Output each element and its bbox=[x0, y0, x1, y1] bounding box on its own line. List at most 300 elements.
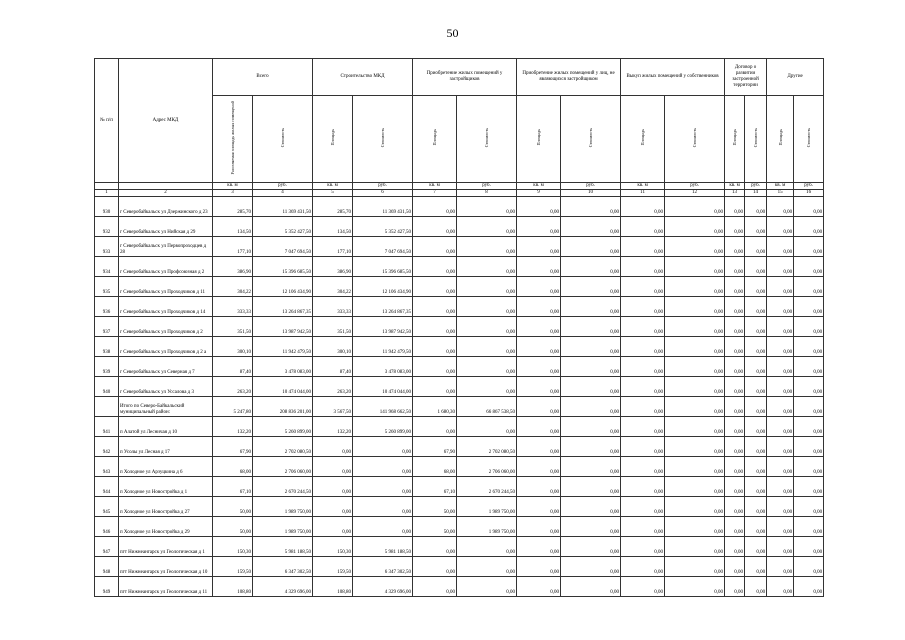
unit-label: руб. bbox=[353, 183, 413, 190]
value-cell: 0,00 bbox=[745, 237, 767, 257]
value-cell: 0,00 bbox=[561, 397, 621, 417]
value-cell: 0,00 bbox=[413, 317, 457, 337]
value-cell: 2 706 060,00 bbox=[253, 457, 313, 477]
value-cell: 11 942 479,50 bbox=[353, 337, 413, 357]
value-cell: 177,10 bbox=[213, 237, 253, 257]
header-group-construction: Строительство МКД bbox=[313, 59, 413, 96]
value-cell: 0,00 bbox=[353, 457, 413, 477]
value-cell: 0,00 bbox=[665, 197, 725, 217]
value-cell: 0,00 bbox=[745, 397, 767, 417]
value-cell: 12 106 434,90 bbox=[253, 277, 313, 297]
value-cell: 6 347 302,50 bbox=[353, 557, 413, 577]
value-cell: 304,22 bbox=[313, 277, 353, 297]
address-cell: г Северобайкальск ул Северная д 7 bbox=[119, 357, 213, 377]
unit-label: кв. м bbox=[213, 183, 253, 190]
value-cell: 0,00 bbox=[794, 377, 824, 397]
column-number: 9 bbox=[517, 190, 561, 197]
value-cell: 0,00 bbox=[794, 277, 824, 297]
table-row bbox=[95, 317, 824, 337]
value-cell: 0,00 bbox=[794, 217, 824, 237]
value-cell: 0,00 bbox=[767, 237, 794, 257]
value-cell: 0,00 bbox=[561, 537, 621, 557]
value-cell: 0,00 bbox=[621, 277, 665, 297]
value-cell: 0,00 bbox=[517, 337, 561, 357]
value-cell: 50,00 bbox=[213, 497, 253, 517]
value-cell: 0,00 bbox=[767, 257, 794, 277]
row-number: 949 bbox=[95, 577, 119, 597]
page-number: 50 bbox=[446, 26, 459, 40]
value-cell: 0,00 bbox=[665, 317, 725, 337]
value-cell: 0,00 bbox=[413, 277, 457, 297]
value-cell: 132,20 bbox=[313, 417, 353, 437]
address-cell: г Северобайкальск ул Проходчиков д 2 bbox=[119, 317, 213, 337]
value-cell: 50,00 bbox=[213, 517, 253, 537]
row-number: 940 bbox=[95, 377, 119, 397]
column-number: 15 bbox=[767, 190, 794, 197]
address-cell: г Северобайкальск ул Уссалова д 3 bbox=[119, 377, 213, 397]
address-cell: пгт Нижнеангарск ул Геологическая д 10 bbox=[119, 557, 213, 577]
value-cell: 0,00 bbox=[725, 537, 745, 557]
value-cell: 5 260 899,00 bbox=[353, 417, 413, 437]
value-cell: 0,00 bbox=[621, 437, 665, 457]
column-number: 14 bbox=[745, 190, 767, 197]
value-cell: 0,00 bbox=[457, 277, 517, 297]
value-cell: 285,70 bbox=[313, 197, 353, 217]
header-area: Площадь bbox=[536, 129, 542, 146]
value-cell: 0,00 bbox=[725, 237, 745, 257]
value-cell: 141 968 662,50 bbox=[353, 397, 413, 417]
value-cell: 0,00 bbox=[745, 257, 767, 277]
value-cell: 0,00 bbox=[794, 497, 824, 517]
value-cell: 0,00 bbox=[621, 577, 665, 597]
address-cell: г Северобайкальск ул Нийская д 29 bbox=[119, 217, 213, 237]
table-row bbox=[95, 497, 824, 517]
value-cell: 0,00 bbox=[767, 197, 794, 217]
value-cell: 0,00 bbox=[767, 417, 794, 437]
column-number: 13 bbox=[725, 190, 745, 197]
header-group-other: Другие bbox=[767, 59, 824, 96]
value-cell: 68,00 bbox=[413, 457, 457, 477]
value-cell: 0,00 bbox=[794, 577, 824, 597]
header-cost: Стоимость bbox=[280, 127, 285, 148]
value-cell: 1 989 750,00 bbox=[253, 497, 313, 517]
table-row bbox=[95, 297, 824, 317]
value-cell: 0,00 bbox=[413, 337, 457, 357]
value-cell: 0,00 bbox=[745, 477, 767, 497]
value-cell: 0,00 bbox=[665, 277, 725, 297]
row-number: 934 bbox=[95, 257, 119, 277]
table-row bbox=[95, 197, 824, 217]
value-cell: 7 047 694,50 bbox=[353, 237, 413, 257]
value-cell: 0,00 bbox=[517, 397, 561, 417]
value-cell: 0,00 bbox=[745, 277, 767, 297]
value-cell: 285,70 bbox=[213, 197, 253, 217]
column-number: 4 bbox=[253, 190, 313, 197]
value-cell: 67,10 bbox=[213, 477, 253, 497]
value-cell: 0,00 bbox=[745, 217, 767, 237]
value-cell: 87,40 bbox=[213, 357, 253, 377]
value-cell: 0,00 bbox=[621, 257, 665, 277]
value-cell: 0,00 bbox=[517, 477, 561, 497]
address-cell: г Северобайкальск ул Дзержинского д 23 bbox=[119, 197, 213, 217]
header-address: Адрес МКД bbox=[119, 59, 213, 183]
value-cell: 0,00 bbox=[313, 457, 353, 477]
address-cell: п Холодное ул Новостройка д 1 bbox=[119, 477, 213, 497]
value-cell: 0,00 bbox=[725, 457, 745, 477]
value-cell: 4 329 696,00 bbox=[353, 577, 413, 597]
value-cell: 177,10 bbox=[313, 237, 353, 257]
value-cell: 0,00 bbox=[745, 457, 767, 477]
unit-label: кв. м bbox=[725, 183, 745, 190]
value-cell: 0,00 bbox=[665, 397, 725, 417]
value-cell: 0,00 bbox=[413, 297, 457, 317]
row-number: 935 bbox=[95, 277, 119, 297]
value-cell: 0,00 bbox=[767, 517, 794, 537]
value-cell: 13 264 867,35 bbox=[253, 297, 313, 317]
value-cell: 0,00 bbox=[665, 377, 725, 397]
value-cell: 0,00 bbox=[313, 497, 353, 517]
value-cell: 0,00 bbox=[794, 317, 824, 337]
value-cell: 0,00 bbox=[725, 317, 745, 337]
value-cell: 0,00 bbox=[665, 417, 725, 437]
address-cell: Итого по Северо-Байкальский муниципальный район: bbox=[119, 397, 213, 417]
value-cell: 0,00 bbox=[767, 457, 794, 477]
value-cell: 0,00 bbox=[621, 557, 665, 577]
value-cell: 0,00 bbox=[561, 257, 621, 277]
value-cell: 5 981 188,50 bbox=[353, 537, 413, 557]
value-cell: 5 352 427,50 bbox=[353, 217, 413, 237]
value-cell: 2 702 080,50 bbox=[457, 437, 517, 457]
row-number: 932 bbox=[95, 217, 119, 237]
value-cell: 0,00 bbox=[413, 217, 457, 237]
value-cell: 1 989 750,00 bbox=[457, 497, 517, 517]
header-group-other-purchase: Приобретение жилых помещений у лиц, не являющихся застройщиком bbox=[517, 59, 621, 96]
value-cell: 0,00 bbox=[457, 237, 517, 257]
value-cell: 159,50 bbox=[213, 557, 253, 577]
value-cell: 5 352 427,50 bbox=[253, 217, 313, 237]
value-cell: 0,00 bbox=[413, 237, 457, 257]
value-cell: 0,00 bbox=[561, 497, 621, 517]
header-group-total: Всего bbox=[213, 59, 313, 96]
value-cell: 386,90 bbox=[213, 257, 253, 277]
value-cell: 11 369 431,50 bbox=[353, 197, 413, 217]
value-cell: 0,00 bbox=[767, 297, 794, 317]
value-cell: 0,00 bbox=[457, 577, 517, 597]
value-cell: 0,00 bbox=[517, 357, 561, 377]
table-row bbox=[95, 277, 824, 297]
header-group-buyout: Выкуп жилых помещений у собственников bbox=[621, 59, 725, 96]
row-number: 941 bbox=[95, 417, 119, 437]
value-cell: 0,00 bbox=[794, 477, 824, 497]
value-cell: 0,00 bbox=[725, 337, 745, 357]
column-number: 3 bbox=[213, 190, 253, 197]
unit-label: кв. м bbox=[313, 183, 353, 190]
value-cell: 0,00 bbox=[561, 277, 621, 297]
unit-label: руб. bbox=[745, 183, 767, 190]
value-cell: 0,00 bbox=[725, 357, 745, 377]
value-cell: 0,00 bbox=[745, 417, 767, 437]
table-row bbox=[95, 217, 824, 237]
value-cell: 0,00 bbox=[457, 377, 517, 397]
value-cell: 0,00 bbox=[517, 237, 561, 257]
value-cell: 0,00 bbox=[725, 497, 745, 517]
header-area: Площадь bbox=[732, 129, 738, 146]
header-area: Площадь bbox=[777, 129, 783, 146]
value-cell: 0,00 bbox=[794, 397, 824, 417]
unit-label: руб. bbox=[253, 183, 313, 190]
value-cell: 108,80 bbox=[213, 577, 253, 597]
value-cell: 134,50 bbox=[313, 217, 353, 237]
value-cell: 0,00 bbox=[313, 477, 353, 497]
value-cell: 0,00 bbox=[767, 557, 794, 577]
value-cell: 0,00 bbox=[517, 297, 561, 317]
value-cell: 1 680,30 bbox=[413, 397, 457, 417]
value-cell: 0,00 bbox=[794, 517, 824, 537]
units-row bbox=[95, 183, 824, 190]
value-cell: 0,00 bbox=[621, 197, 665, 217]
table-row bbox=[95, 437, 824, 457]
column-number: 16 bbox=[794, 190, 824, 197]
value-cell: 0,00 bbox=[794, 557, 824, 577]
value-cell: 0,00 bbox=[665, 477, 725, 497]
column-number: 11 bbox=[621, 190, 665, 197]
value-cell: 0,00 bbox=[561, 477, 621, 497]
value-cell: 0,00 bbox=[517, 197, 561, 217]
value-cell: 0,00 bbox=[517, 497, 561, 517]
row-number: 946 bbox=[95, 517, 119, 537]
value-cell: 5 981 188,50 bbox=[253, 537, 313, 557]
value-cell: 0,00 bbox=[457, 197, 517, 217]
value-cell: 0,00 bbox=[767, 357, 794, 377]
value-cell: 0,00 bbox=[561, 197, 621, 217]
value-cell: 300,10 bbox=[213, 337, 253, 357]
table-row bbox=[95, 377, 824, 397]
value-cell: 0,00 bbox=[745, 197, 767, 217]
address-cell: г Северобайкальск ул Проходчиков д 2 а bbox=[119, 337, 213, 357]
value-cell: 2 706 060,00 bbox=[457, 457, 517, 477]
value-cell: 0,00 bbox=[794, 237, 824, 257]
value-cell: 0,00 bbox=[457, 217, 517, 237]
unit-label: руб. bbox=[561, 183, 621, 190]
value-cell: 0,00 bbox=[725, 297, 745, 317]
address-cell: г Северобайкальск ул Профсоюзная д 2 bbox=[119, 257, 213, 277]
value-cell: 0,00 bbox=[621, 377, 665, 397]
address-cell: пгт Нижнеангарск ул Геологическая д 1 bbox=[119, 537, 213, 557]
value-cell: 0,00 bbox=[517, 417, 561, 437]
value-cell: 132,20 bbox=[213, 417, 253, 437]
value-cell: 0,00 bbox=[794, 257, 824, 277]
value-cell: 0,00 bbox=[767, 217, 794, 237]
value-cell: 0,00 bbox=[794, 357, 824, 377]
table-row bbox=[95, 257, 824, 277]
value-cell: 0,00 bbox=[767, 397, 794, 417]
row-number: 944 bbox=[95, 477, 119, 497]
value-cell: 6 347 302,50 bbox=[253, 557, 313, 577]
value-cell: 0,00 bbox=[794, 337, 824, 357]
value-cell: 0,00 bbox=[725, 437, 745, 457]
value-cell: 134,50 bbox=[213, 217, 253, 237]
value-cell: 351,50 bbox=[313, 317, 353, 337]
value-cell: 0,00 bbox=[621, 477, 665, 497]
value-cell: 4 329 696,00 bbox=[253, 577, 313, 597]
value-cell: 0,00 bbox=[745, 557, 767, 577]
address-cell: г Северобайкальск ул Первопроходцев д 28 bbox=[119, 237, 213, 257]
row-number: 938 bbox=[95, 337, 119, 357]
row-number: 939 bbox=[95, 357, 119, 377]
value-cell: 304,22 bbox=[213, 277, 253, 297]
value-cell: 1 989 750,00 bbox=[253, 517, 313, 537]
value-cell: 13 987 942,50 bbox=[353, 317, 413, 337]
value-cell: 0,00 bbox=[621, 237, 665, 257]
unit-label: кв. м bbox=[517, 183, 561, 190]
value-cell: 0,00 bbox=[665, 237, 725, 257]
value-cell: 0,00 bbox=[457, 317, 517, 337]
value-cell: 0,00 bbox=[413, 417, 457, 437]
header-group-developer-purchase: Приобретение жилых помещений у застройщиков bbox=[413, 59, 517, 96]
value-cell: 11 369 431,50 bbox=[253, 197, 313, 217]
header-resettled-area: Расселяемая площадь жилых помещений bbox=[230, 100, 235, 175]
value-cell: 0,00 bbox=[767, 377, 794, 397]
value-cell: 0,00 bbox=[561, 237, 621, 257]
value-cell: 0,00 bbox=[745, 297, 767, 317]
value-cell: 0,00 bbox=[413, 557, 457, 577]
column-number: 7 bbox=[413, 190, 457, 197]
value-cell: 333,33 bbox=[313, 297, 353, 317]
value-cell: 150,30 bbox=[313, 537, 353, 557]
value-cell: 0,00 bbox=[725, 197, 745, 217]
value-cell: 0,00 bbox=[413, 577, 457, 597]
value-cell: 0,00 bbox=[665, 437, 725, 457]
value-cell: 0,00 bbox=[665, 217, 725, 237]
value-cell: 0,00 bbox=[621, 397, 665, 417]
value-cell: 10 474 044,00 bbox=[353, 377, 413, 397]
value-cell: 0,00 bbox=[457, 297, 517, 317]
value-cell: 2 702 080,50 bbox=[253, 437, 313, 457]
value-cell: 0,00 bbox=[457, 537, 517, 557]
table-row bbox=[95, 337, 824, 357]
value-cell: 0,00 bbox=[665, 297, 725, 317]
value-cell: 0,00 bbox=[561, 357, 621, 377]
value-cell: 0,00 bbox=[517, 317, 561, 337]
address-cell: г Северобайкальск ул Проходчиков д 14 bbox=[119, 297, 213, 317]
value-cell: 0,00 bbox=[561, 437, 621, 457]
header-cost: Стоимость bbox=[753, 127, 759, 148]
row-number bbox=[95, 397, 119, 417]
value-cell: 0,00 bbox=[517, 277, 561, 297]
value-cell: 0,00 bbox=[767, 317, 794, 337]
value-cell: 0,00 bbox=[413, 357, 457, 377]
value-cell: 0,00 bbox=[745, 377, 767, 397]
value-cell: 68,00 bbox=[213, 457, 253, 477]
value-cell: 0,00 bbox=[725, 517, 745, 537]
value-cell: 0,00 bbox=[353, 497, 413, 517]
row-number: 933 bbox=[95, 237, 119, 257]
value-cell: 208 836 201,00 bbox=[253, 397, 313, 417]
value-cell: 3 478 083,00 bbox=[253, 357, 313, 377]
column-number: 2 bbox=[119, 190, 213, 197]
row-number: 943 bbox=[95, 457, 119, 477]
value-cell: 67,10 bbox=[413, 477, 457, 497]
header-cost: Стоимость bbox=[588, 127, 594, 148]
value-cell: 0,00 bbox=[561, 377, 621, 397]
value-cell: 2 670 244,50 bbox=[457, 477, 517, 497]
value-cell: 0,00 bbox=[517, 517, 561, 537]
value-cell: 13 264 867,35 bbox=[353, 297, 413, 317]
value-cell: 11 942 479,50 bbox=[253, 337, 313, 357]
header-cost: Стоимость bbox=[380, 127, 386, 148]
value-cell: 13 987 942,50 bbox=[253, 317, 313, 337]
value-cell: 0,00 bbox=[457, 417, 517, 437]
value-cell: 0,00 bbox=[745, 337, 767, 357]
value-cell: 0,00 bbox=[725, 577, 745, 597]
address-cell: г Северобайкальск ул Проходчиков д 11 bbox=[119, 277, 213, 297]
value-cell: 0,00 bbox=[621, 357, 665, 377]
table-row bbox=[95, 417, 824, 437]
value-cell: 0,00 bbox=[725, 277, 745, 297]
value-cell: 0,00 bbox=[621, 517, 665, 537]
value-cell: 0,00 bbox=[621, 457, 665, 477]
header-area: Площадь bbox=[640, 129, 646, 146]
value-cell: 0,00 bbox=[561, 317, 621, 337]
value-cell: 0,00 bbox=[621, 217, 665, 237]
value-cell: 0,00 bbox=[413, 377, 457, 397]
housing-register-table bbox=[94, 58, 824, 597]
value-cell: 0,00 bbox=[561, 577, 621, 597]
table-row bbox=[95, 237, 824, 257]
value-cell: 0,00 bbox=[413, 257, 457, 277]
header-no: № п/п bbox=[95, 59, 119, 183]
value-cell: 0,00 bbox=[517, 457, 561, 477]
value-cell: 0,00 bbox=[665, 257, 725, 277]
value-cell: 0,00 bbox=[313, 517, 353, 537]
value-cell: 0,00 bbox=[561, 457, 621, 477]
value-cell: 108,80 bbox=[313, 577, 353, 597]
row-number: 945 bbox=[95, 497, 119, 517]
value-cell: 0,00 bbox=[413, 197, 457, 217]
value-cell: 3 567,50 bbox=[313, 397, 353, 417]
value-cell: 0,00 bbox=[561, 217, 621, 237]
value-cell: 0,00 bbox=[767, 537, 794, 557]
value-cell: 2 670 244,50 bbox=[253, 477, 313, 497]
value-cell: 0,00 bbox=[725, 397, 745, 417]
value-cell: 0,00 bbox=[665, 557, 725, 577]
value-cell: 0,00 bbox=[665, 577, 725, 597]
row-number: 942 bbox=[95, 437, 119, 457]
unit-label: руб. bbox=[665, 183, 725, 190]
address-cell: п Холодное ул Новостройка д 27 bbox=[119, 497, 213, 517]
value-cell: 5 247,80 bbox=[213, 397, 253, 417]
value-cell: 263,20 bbox=[213, 377, 253, 397]
value-cell: 0,00 bbox=[725, 417, 745, 437]
row-number: 937 bbox=[95, 317, 119, 337]
unit-label: кв. м bbox=[767, 183, 794, 190]
unit-label: кв. м bbox=[413, 183, 457, 190]
value-cell: 0,00 bbox=[745, 577, 767, 597]
value-cell: 0,00 bbox=[413, 537, 457, 557]
value-cell: 0,00 bbox=[745, 437, 767, 457]
value-cell: 0,00 bbox=[457, 557, 517, 577]
address-cell: пгт Нижнеангарск ул Геологическая д 11 bbox=[119, 577, 213, 597]
value-cell: 0,00 bbox=[794, 417, 824, 437]
value-cell: 386,90 bbox=[313, 257, 353, 277]
value-cell: 0,00 bbox=[621, 537, 665, 557]
value-cell: 0,00 bbox=[725, 377, 745, 397]
column-number: 6 bbox=[353, 190, 413, 197]
row-number: 936 bbox=[95, 297, 119, 317]
unit-label: руб. bbox=[794, 183, 824, 190]
value-cell: 0,00 bbox=[621, 297, 665, 317]
value-cell: 0,00 bbox=[517, 217, 561, 237]
